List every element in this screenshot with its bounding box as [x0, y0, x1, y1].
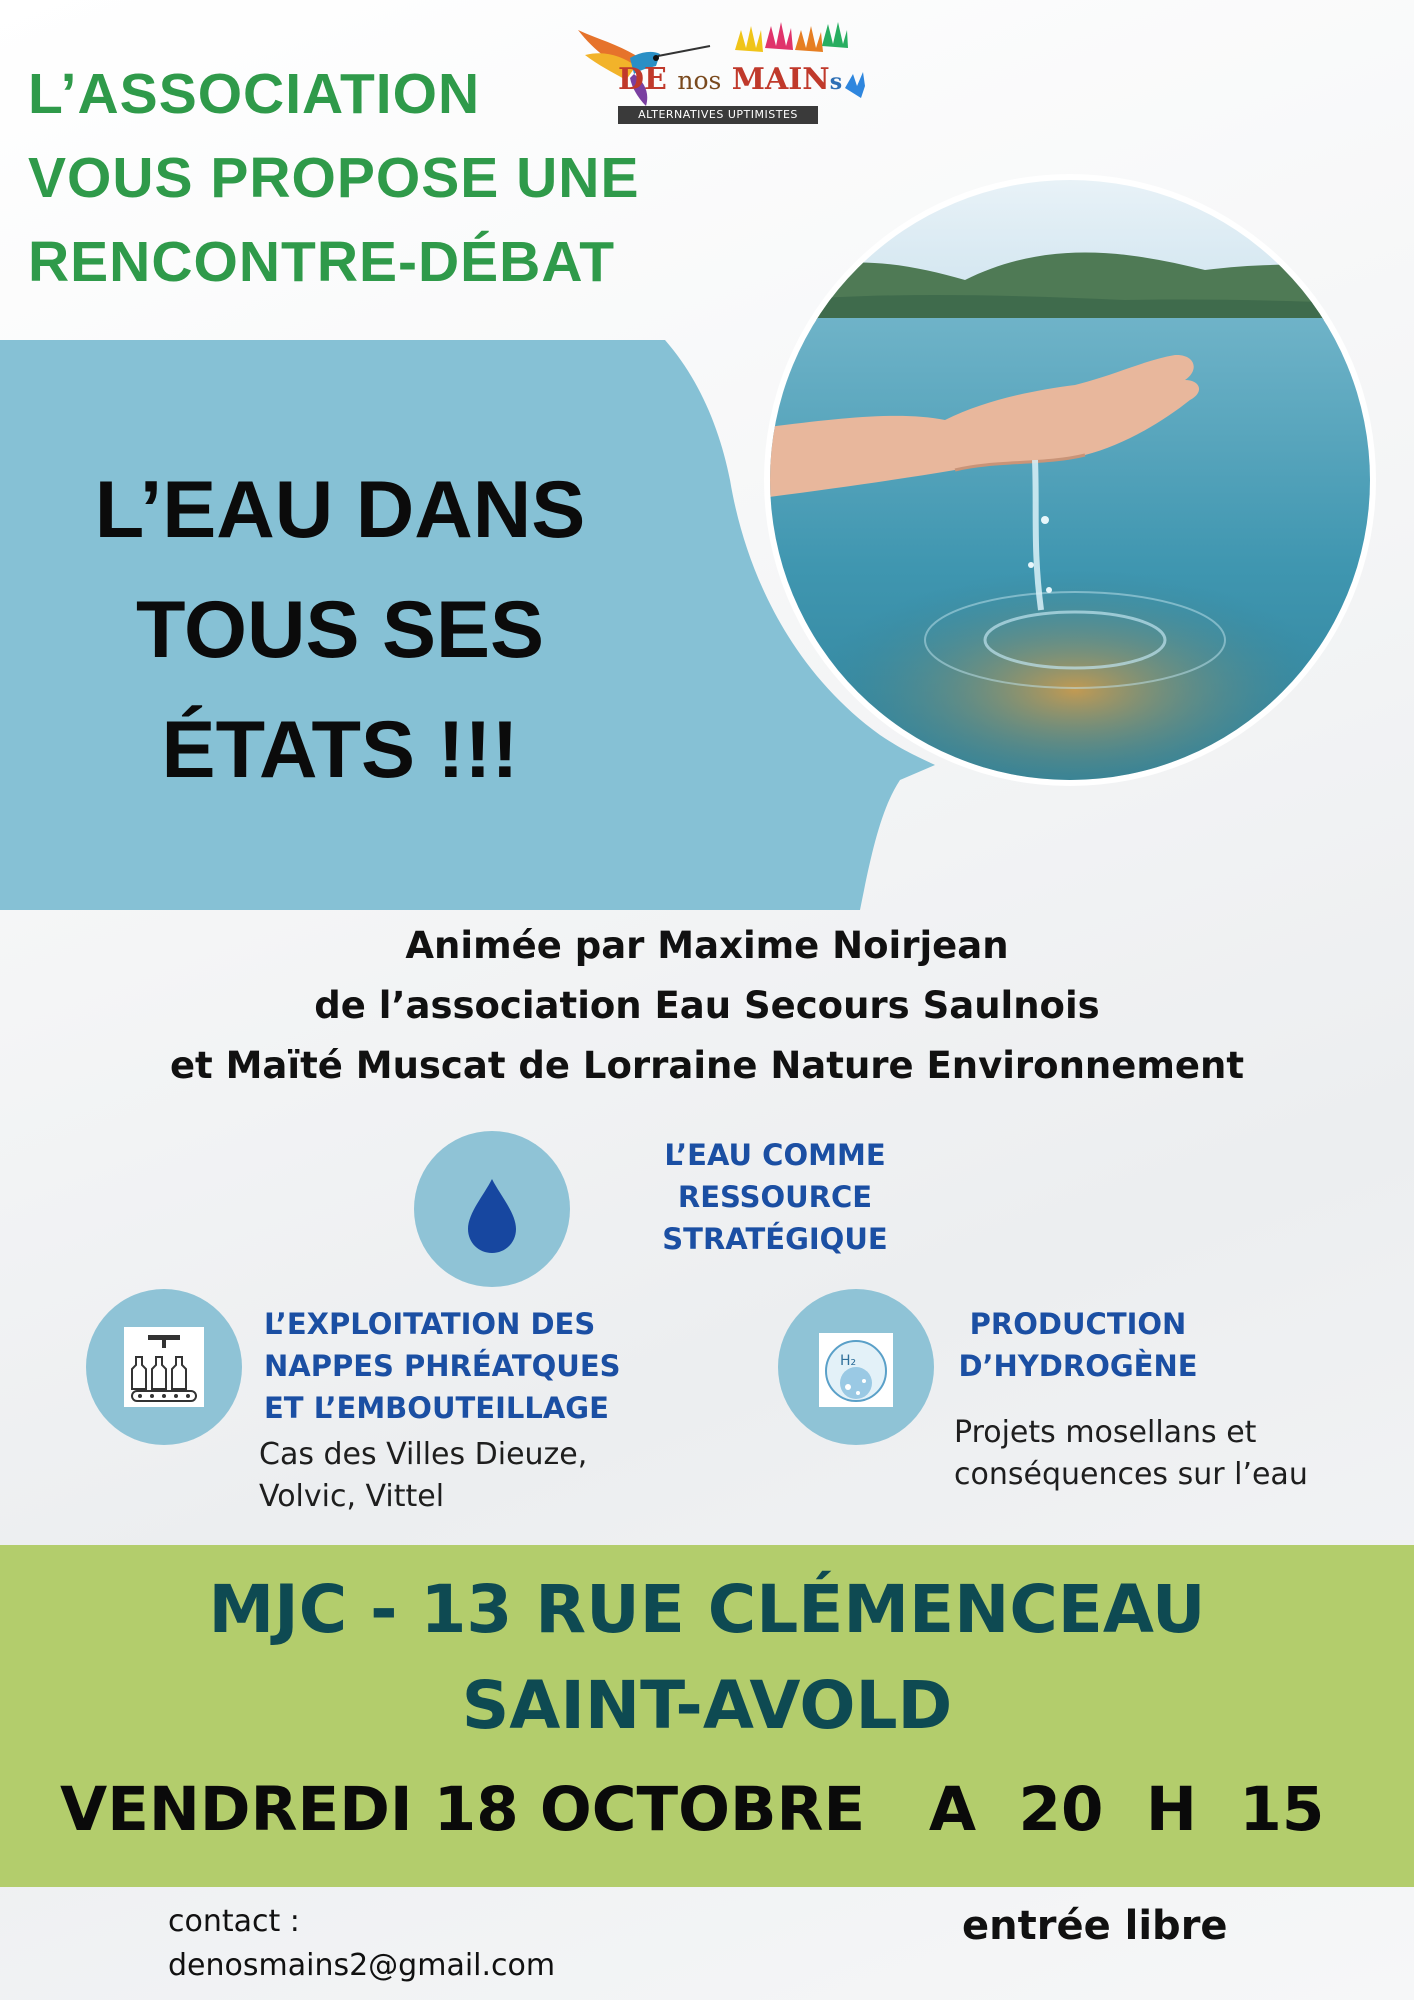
hydrogen-description	[954, 1412, 1308, 1496]
bottling-icon	[86, 1289, 242, 1445]
event-title	[20, 450, 660, 810]
intro-line: L’ASSOCIATION	[28, 62, 481, 126]
logo-de: DE	[618, 62, 667, 97]
contact-label: contact :	[168, 1904, 300, 1939]
hydrogen-label: H₂	[840, 1353, 857, 1369]
title-line: L’EAU DANS	[94, 465, 586, 555]
free-entry-note: entrée libre	[962, 1903, 1228, 1949]
animators-text	[0, 916, 1414, 1096]
title-line: TOUS SES	[135, 585, 545, 675]
animator-line: de l’association Eau Secours Saulnois	[314, 984, 1100, 1027]
topic-line: STRATÉGIQUE	[662, 1222, 888, 1256]
contact-info	[168, 1900, 555, 1988]
animator-line: et Maïté Muscat de Lorraine Nature Environnement	[169, 1044, 1245, 1087]
logo-s: s	[829, 69, 843, 95]
topic-line: RESSOURCE	[677, 1180, 873, 1214]
water-hand-photo	[745, 170, 1405, 800]
topic-bottling	[264, 1303, 621, 1429]
bottling-icon-circle	[86, 1289, 242, 1445]
topic-line: PRODUCTION	[969, 1307, 1187, 1341]
title-line: ÉTATS !!!	[161, 705, 519, 795]
topic-line: ET L’EMBOUTEILLAGE	[264, 1391, 609, 1425]
bottling-description	[259, 1434, 587, 1518]
intro-line: RENCONTRE-DÉBAT	[28, 230, 616, 294]
topic-line: L’EXPLOITATION DES	[264, 1307, 596, 1341]
topic-line: D’HYDROGÈNE	[958, 1349, 1198, 1383]
logo-wordmark	[618, 62, 842, 97]
location-line: SAINT-AVOLD	[461, 1667, 953, 1744]
location-text	[0, 1562, 1414, 1754]
hydrogen-icon-circle	[778, 1289, 934, 1445]
contact-email[interactable]: denosmains2@gmail.com	[168, 1948, 556, 1983]
desc-line: Cas des Villes Dieuze,	[259, 1437, 588, 1472]
desc-line: Projets mosellans et	[954, 1415, 1257, 1450]
desc-line: Volvic, Vittel	[259, 1479, 445, 1514]
event-date: VENDREDI 18 OCTOBRE A 20 H 15	[60, 1774, 1325, 1845]
logo-tagline: ALTERNATIVES UPTIMISTES	[618, 106, 818, 124]
water-drop-icon	[414, 1131, 570, 1287]
hydrogen-icon	[778, 1289, 934, 1445]
logo-mains: MAIN	[731, 62, 830, 97]
desc-line: conséquences sur l’eau	[954, 1457, 1308, 1492]
intro-line: VOUS PROPOSE UNE	[28, 146, 640, 210]
topic-hydrogen	[958, 1303, 1198, 1387]
topic-line: NAPPES PHRÉATQUES	[264, 1349, 621, 1383]
topic-resource	[660, 1134, 890, 1260]
animator-line: Animée par Maxime Noirjean	[405, 924, 1009, 967]
water-drop-icon-circle	[414, 1131, 570, 1287]
location-line: MJC - 13 RUE CLÉMENCEAU	[208, 1571, 1206, 1648]
topic-line: L’EAU COMME	[664, 1138, 886, 1172]
logo-nos: nos	[677, 66, 722, 95]
